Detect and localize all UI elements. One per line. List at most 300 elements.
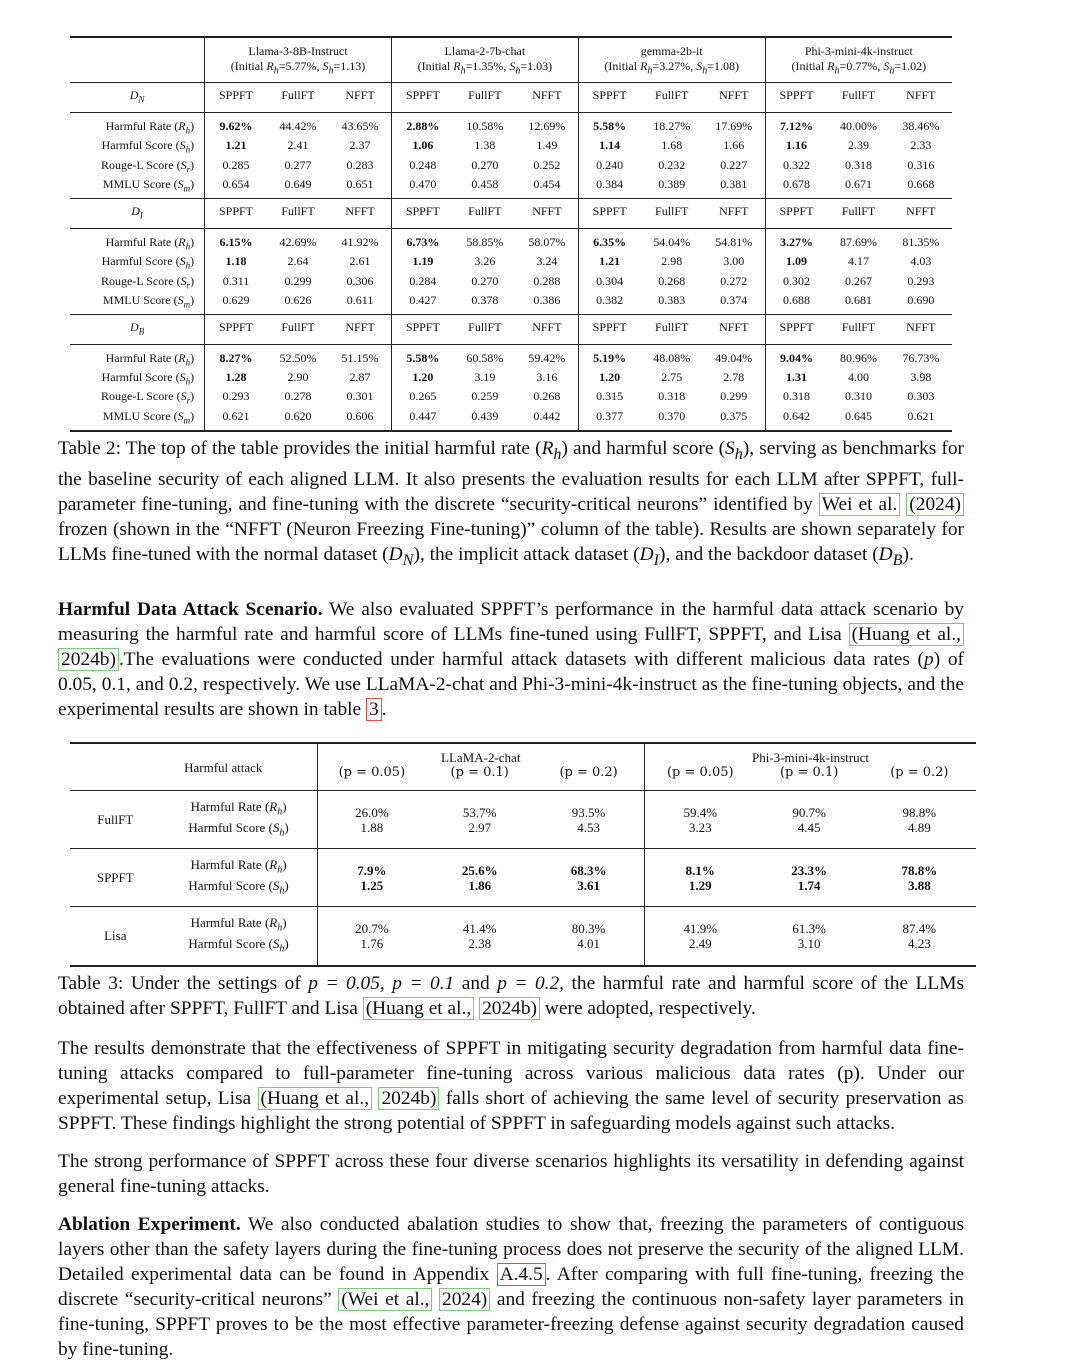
dataset-label: $D_B$: [70, 315, 205, 344]
table-cell: [641, 112, 703, 138]
initial-values: (Initial $R_h=5.77\%$, $S_h=1.13$): [230, 59, 366, 77]
cell-value: 0.382: [596, 292, 624, 307]
metric-label: Harmful Rate $(R_h)$: [105, 118, 195, 136]
cell-value: 0.259: [471, 389, 499, 404]
table-cell: [454, 293, 516, 315]
cell-value: 3.27%: [780, 234, 814, 249]
metric-label: Rouge-L Score $(S_r)$: [101, 273, 195, 290]
table-cell: [391, 370, 453, 389]
cell-value: 5.58%: [593, 118, 627, 133]
table-cell: [827, 274, 889, 293]
table-2-caption: Table 2: The top of the table provides the initial harmful rate $(R_h)$ and harmful score $(S_h)$, serving as benchmarks for the baseline security of each aligned LLM. It also presents the evaluation results for each LLM after SPPFT, full-parameter fine-tuning, and fine-tuning with the discrete “security-critical neurons” identified by Wei et al. (2024) frozen (shown in the “NFFT (Neuron Freezing Fine-tuning)” column of the table). Results are shown separately for LLMs fine-tuned with the normal dataset $(D_N)$, the implicit attack dataset $(D_I)$, and the backdoor dataset $(D_B)$.: [58, 438, 964, 569]
method-header: FullFT: [454, 83, 516, 112]
cell-value: 0.621: [222, 408, 250, 423]
cell-value: 0.306: [346, 273, 374, 288]
cell-value: 1.88: [360, 819, 384, 835]
method-header: FullFT: [454, 315, 516, 344]
citation-link[interactable]: 2024b): [58, 648, 119, 671]
cell-value: 59.42%: [528, 350, 566, 365]
model-header: [578, 37, 765, 83]
table-cell: [890, 254, 952, 273]
cell-value: 0.681: [845, 292, 873, 307]
cell-value: 0.439: [471, 408, 499, 423]
table-row: [70, 344, 952, 370]
cell-value: 87.69%: [840, 234, 878, 249]
ablation-paragraph: Ablation Experiment. We also conducted abalation studies to show that, freezing the parameters of contiguous layers other than the safety layers during the fine-tuning process does not preserve the security of the aligned LLM. Detailed experimental data can be found in Appendix A.4.5 . After comparing with full fine-tuning, freezing the discrete “security-critical neurons” (Wei et al., 2024) and freezing the continuous non-safety layer parameters in fine-tuning, SPPFT proves to be the most effective parameter-freezing defense against security degradation caused by fine-tuning.: [58, 1213, 965, 1360]
cell-value: 53.7%: [462, 804, 497, 820]
cell-value: 1.09: [786, 254, 808, 269]
citation-link[interactable]: Wei et al.: [819, 493, 901, 516]
table-cell: [205, 177, 267, 199]
table-cell: [765, 138, 827, 157]
cell-value: 2.75: [661, 370, 683, 385]
table-cell: [205, 112, 267, 138]
cell-value: 0.458: [471, 176, 499, 191]
table-cell: [578, 254, 640, 273]
cell-value: 0.265: [409, 389, 437, 404]
cell-value: 0.690: [907, 292, 935, 307]
cell-value: 0.606: [346, 408, 374, 423]
table-cell: [454, 112, 516, 138]
dataset-label: $D_I$: [70, 199, 205, 228]
dataset-header-row: [70, 315, 952, 344]
metric-label: MMLU Score $(S_m)$: [102, 176, 195, 194]
cell-value: 1.19: [412, 254, 434, 269]
cell-value: 1.14: [599, 138, 621, 153]
table-cell: [516, 138, 578, 157]
table-cell: [267, 158, 329, 177]
cell-value: 1.49: [536, 138, 558, 153]
table-cell: [205, 370, 267, 389]
table-3-model-row: [70, 743, 976, 765]
table-cell: [391, 274, 453, 293]
table-cell: [890, 112, 952, 138]
table-cell: [426, 849, 533, 907]
method-header: SPPFT: [391, 199, 453, 228]
method-header: NFFT: [703, 83, 765, 112]
table-cell: [578, 274, 640, 293]
cell-value: 0.240: [596, 157, 624, 172]
cell-value: 54.81%: [715, 234, 753, 249]
cell-value: 4.00: [848, 370, 870, 385]
cell-value: 41.92%: [341, 234, 379, 249]
p-label: (p = 0.1): [779, 765, 839, 780]
cell-value: 0.611: [346, 292, 374, 307]
model-header: LLaMA-2-chat: [317, 743, 644, 765]
cell-value: 2.33: [910, 138, 932, 153]
metric-label: Harmful Rate $(R_h)$: [190, 857, 287, 876]
cell-value: 81.35%: [902, 234, 940, 249]
method-label: Lisa: [70, 907, 161, 966]
cell-value: 0.651: [346, 176, 374, 191]
table-2: [70, 36, 952, 432]
cell-value: 4.53: [577, 819, 600, 835]
cell-value: 2.49: [688, 935, 712, 951]
table-cell: [703, 138, 765, 157]
cell-value: 1.21: [225, 138, 247, 153]
method-header: FullFT: [454, 199, 516, 228]
citation-link[interactable]: 2024b): [479, 997, 540, 1020]
method-header: SPPFT: [578, 83, 640, 112]
method-header: NFFT: [329, 199, 391, 228]
table-cell: [827, 112, 889, 138]
table-cell: [267, 293, 329, 315]
table-cell: [516, 370, 578, 389]
initial-sh: 1.08: [713, 59, 735, 73]
results-paragraph: The results demonstrate that the effectiveness of SPPFT in mitigating security degradation from harmful data fine-tuning attacks compared to full-parameter fine-tuning across various malicious data rates (p). Under our experimental setup, Lisa (Huang et al., 2024b) falls short of achieving the same level of security preservation as SPPFT. These findings highlight the strong potential of SPPFT in safeguarding models against such attacks.: [58, 1037, 964, 1134]
metric-labels: [161, 791, 317, 849]
cell-value: 4.17: [848, 254, 870, 269]
dataset-header-row: [70, 83, 952, 112]
cell-value: 0.303: [907, 389, 935, 404]
cell-value: 0.318: [845, 157, 873, 172]
cell-value: 0.278: [284, 389, 312, 404]
table-cell: [267, 177, 329, 199]
table-cell: [703, 389, 765, 408]
table-cell: [890, 138, 952, 157]
cell-value: 0.454: [533, 176, 561, 191]
method-header: NFFT: [516, 199, 578, 228]
method-header: NFFT: [329, 83, 391, 112]
method-header: SPPFT: [391, 83, 453, 112]
table-cell: [454, 228, 516, 254]
table-cell: [703, 112, 765, 138]
citation-link[interactable]: (Wei et al.,: [338, 1288, 432, 1311]
corner-cell: Harmful attack: [70, 743, 317, 791]
table-cell: [827, 228, 889, 254]
table-cell: [516, 293, 578, 315]
cell-value: 2.97: [468, 819, 492, 835]
cell-value: 0.322: [783, 157, 811, 172]
table-cell: [641, 293, 703, 315]
cell-value: 0.304: [596, 273, 624, 288]
appendix-ref-link[interactable]: A.4.5: [497, 1263, 546, 1286]
method-header: FullFT: [267, 315, 329, 344]
cell-value: 0.377: [596, 408, 624, 423]
cell-value: 1.21: [599, 254, 621, 269]
cell-value: 25.6%: [461, 862, 498, 878]
cell-value: 1.29: [688, 877, 712, 893]
table-cell: [890, 409, 952, 431]
method-header: SPPFT: [391, 315, 453, 344]
table-cell: [827, 370, 889, 389]
cell-value: 6.73%: [406, 234, 440, 249]
cell-value: 17.69%: [715, 118, 753, 133]
cell-value: 0.310: [845, 389, 873, 404]
cell-value: 1.20: [412, 370, 434, 385]
cell-value: 0.284: [409, 273, 437, 288]
table-cell: [267, 228, 329, 254]
cell-value: 0.384: [596, 176, 624, 191]
table-cell: [641, 344, 703, 370]
method-header: FullFT: [267, 83, 329, 112]
table-cell: [827, 138, 889, 157]
model-name: Llama-2-7b-chat: [444, 44, 526, 58]
cell-value: 0.288: [533, 273, 561, 288]
table-cell: [329, 389, 391, 408]
cell-value: 1.76: [360, 935, 384, 951]
cell-value: 8.1%: [685, 862, 715, 878]
table-cell: [827, 177, 889, 199]
table-cell: [205, 138, 267, 157]
table-cell: [454, 389, 516, 408]
citation-link[interactable]: 2024): [439, 1288, 490, 1311]
table-cell: [578, 389, 640, 408]
cell-value: 41.4%: [462, 920, 497, 936]
cell-value: 0.318: [783, 389, 811, 404]
citation-link[interactable]: (Huang et al.,: [258, 1087, 373, 1110]
table-cell: [329, 344, 391, 370]
method-header: NFFT: [703, 199, 765, 228]
cell-value: 1.74: [797, 877, 821, 893]
citation-link[interactable]: (Huang et al.,: [849, 623, 964, 646]
cell-value: 20.7%: [355, 920, 389, 936]
metric-label: Harmful Rate $(R_h)$: [105, 234, 195, 252]
cell-value: 41.9%: [683, 920, 718, 936]
cell-value: 3.24: [536, 254, 558, 269]
cell-value: 3.26: [474, 254, 496, 269]
method-header: SPPFT: [578, 315, 640, 344]
cell-value: 87.4%: [902, 920, 937, 936]
cell-value: 0.299: [720, 389, 748, 404]
citation-link[interactable]: (2024): [906, 493, 964, 516]
table-cell: [890, 389, 952, 408]
cell-value: 0.252: [533, 157, 561, 172]
cell-value: 0.649: [284, 176, 312, 191]
cell-value: 0.626: [284, 292, 312, 307]
section-heading: Harmful Data Attack Scenario.: [58, 599, 323, 620]
table-cell: [765, 177, 827, 199]
method-header: FullFT: [641, 315, 703, 344]
citation-link[interactable]: 2024b): [378, 1087, 439, 1110]
cell-value: 38.46%: [902, 118, 940, 133]
cell-value: 0.620: [284, 408, 312, 423]
cell-value: 98.8%: [902, 804, 937, 820]
table-cell: [516, 344, 578, 370]
table-cell: [765, 228, 827, 254]
table-cell: [890, 274, 952, 293]
table-cell: [578, 409, 640, 431]
table-cell: [641, 254, 703, 273]
metric-label: Harmful Score $(S_h)$: [188, 819, 289, 839]
table-cell: [516, 112, 578, 138]
cell-value: 10.58%: [466, 118, 504, 133]
table-cell: [205, 274, 267, 293]
table-cell: [578, 158, 640, 177]
table-cell: [703, 228, 765, 254]
cell-value: 2.78: [723, 370, 745, 385]
table-cell: [703, 177, 765, 199]
cell-value: 1.20: [599, 370, 621, 385]
table-cell: [890, 370, 952, 389]
metric-label: Harmful Score $(S_h)$: [188, 935, 289, 955]
model-header: Phi-3-mini-4k-instruct: [644, 743, 976, 765]
cell-value: 7.9%: [357, 862, 387, 878]
method-header: SPPFT: [765, 199, 827, 228]
table-cell: [644, 849, 755, 907]
cell-value: 4.89: [907, 819, 931, 835]
method-header: NFFT: [516, 315, 578, 344]
p-label: (p = 0.2): [559, 765, 618, 780]
method-header: FullFT: [641, 199, 703, 228]
table-cell: [329, 228, 391, 254]
table-cell: [644, 907, 755, 966]
table-cell: [454, 177, 516, 199]
table-cell: [765, 370, 827, 389]
table-cell: [391, 177, 453, 199]
cell-value: 0.311: [222, 273, 250, 288]
method-header: SPPFT: [578, 199, 640, 228]
table-cell: [391, 228, 453, 254]
table-cell: [329, 274, 391, 293]
table-cell: [267, 274, 329, 293]
table-row: [70, 849, 976, 907]
table-cell: [454, 274, 516, 293]
table-cell: [329, 409, 391, 431]
cell-value: 5.19%: [593, 350, 627, 365]
cell-value: 0.316: [907, 157, 935, 172]
method-header: SPPFT: [205, 199, 267, 228]
method-header: FullFT: [267, 199, 329, 228]
cell-value: 2.88%: [406, 118, 440, 133]
table-cell: [329, 370, 391, 389]
citation-link[interactable]: (Huang et al.,: [363, 997, 475, 1020]
cell-value: 58.07%: [528, 234, 566, 249]
cell-value: 44.42%: [279, 118, 317, 133]
cell-value: 1.38: [474, 138, 496, 153]
table-ref-link[interactable]: 3: [366, 698, 382, 721]
method-header: SPPFT: [765, 315, 827, 344]
initial-rh: 0.77%: [846, 59, 878, 73]
metric-labels: [161, 907, 317, 966]
table-cell: [641, 274, 703, 293]
cell-value: 1.25: [360, 877, 384, 893]
cell-value: 2.38: [468, 935, 492, 951]
cell-value: 23.3%: [791, 862, 828, 878]
cell-value: 61.3%: [792, 920, 826, 936]
table-cell: [863, 849, 976, 907]
metric-label: MMLU Score $(S_m)$: [70, 409, 205, 431]
table-cell: [426, 791, 533, 849]
table-cell: [205, 158, 267, 177]
metric-label: Harmful Score $(S_h)$: [101, 370, 195, 387]
cell-value: 0.268: [658, 273, 686, 288]
cell-value: 0.370: [658, 408, 686, 423]
table-cell: [703, 370, 765, 389]
table-cell: [890, 344, 952, 370]
table-cell: [329, 254, 391, 273]
table-cell: [329, 138, 391, 157]
table-cell: [516, 254, 578, 273]
table-row: [70, 791, 976, 849]
table-row: [70, 112, 952, 138]
cell-value: 42.69%: [279, 234, 317, 249]
table-cell: [578, 293, 640, 315]
table-cell: [703, 254, 765, 273]
table-cell: [391, 389, 453, 408]
cell-value: 0.315: [596, 389, 624, 404]
caption-label: Table 2:: [58, 438, 121, 460]
method-label: SPPFT: [70, 849, 161, 907]
table-cell: [890, 177, 952, 199]
initial-rh: 3.27%: [659, 59, 691, 73]
cell-value: 60.58%: [466, 350, 504, 365]
cell-value: 0.299: [284, 273, 312, 288]
table-cell: [454, 138, 516, 157]
cell-value: 3.23: [688, 819, 712, 835]
cell-value: 0.389: [658, 176, 686, 191]
cell-value: 0.293: [222, 389, 250, 404]
cell-value: 0.267: [845, 273, 873, 288]
method-header: SPPFT: [205, 315, 267, 344]
cell-value: 0.645: [845, 408, 873, 423]
cell-value: 0.629: [222, 292, 250, 307]
table-cell: [391, 138, 453, 157]
cell-value: 26.0%: [355, 804, 389, 820]
table-cell: [267, 389, 329, 408]
cell-value: 0.383: [658, 292, 686, 307]
table-cell: [765, 158, 827, 177]
table-cell: [641, 158, 703, 177]
cell-value: 2.87: [349, 370, 371, 385]
cell-value: 0.283: [346, 157, 374, 172]
table-cell: [454, 158, 516, 177]
initial-values: (Initial $R_h=1.35\%$, $S_h=1.03$): [417, 59, 553, 77]
corner-cell: [70, 37, 205, 83]
cell-value: 3.19: [474, 370, 496, 385]
cell-value: 0.302: [783, 273, 811, 288]
table-cell: [827, 389, 889, 408]
cell-value: 78.8%: [901, 862, 938, 878]
table-cell: [516, 228, 578, 254]
table-cell: [329, 177, 391, 199]
table-cell: [205, 409, 267, 431]
initial-rh: 5.77%: [285, 59, 317, 73]
method-header: NFFT: [890, 83, 952, 112]
table-cell: [703, 293, 765, 315]
cell-value: 68.3%: [570, 862, 607, 878]
table-row: [70, 254, 952, 273]
cell-value: 0.270: [471, 273, 499, 288]
table-row: [70, 177, 952, 199]
table-cell: [329, 158, 391, 177]
caption-label: Table 3:: [58, 972, 124, 994]
table-cell: [703, 158, 765, 177]
table-cell: [765, 389, 827, 408]
table-cell: [533, 849, 644, 907]
table-cell: [703, 274, 765, 293]
table-cell: [644, 791, 755, 849]
table-cell: [890, 158, 952, 177]
metric-label: MMLU Score $(S_m)$: [102, 292, 195, 310]
cell-value: 3.00: [723, 254, 745, 269]
metric-label: Harmful Score $(S_h)$: [101, 138, 195, 155]
table-cell: [454, 370, 516, 389]
cell-value: 0.442: [533, 408, 561, 423]
model-name: Phi-3-mini-4k-instruct: [804, 44, 913, 58]
cell-value: 4.03: [910, 254, 932, 269]
cell-value: 0.671: [845, 176, 873, 191]
cell-value: 1.86: [468, 877, 492, 893]
cell-value: 52.50%: [279, 350, 317, 365]
initial-values: (Initial $R_h=3.27\%$, $S_h=1.08$): [604, 59, 739, 77]
cell-value: 1.66: [723, 138, 745, 153]
metric-label: Harmful Rate $(R_h)$: [190, 799, 287, 818]
cell-value: 5.58%: [406, 350, 440, 365]
table-cell: [533, 791, 644, 849]
table-cell: [827, 293, 889, 315]
cell-value: 0.678: [783, 176, 811, 191]
